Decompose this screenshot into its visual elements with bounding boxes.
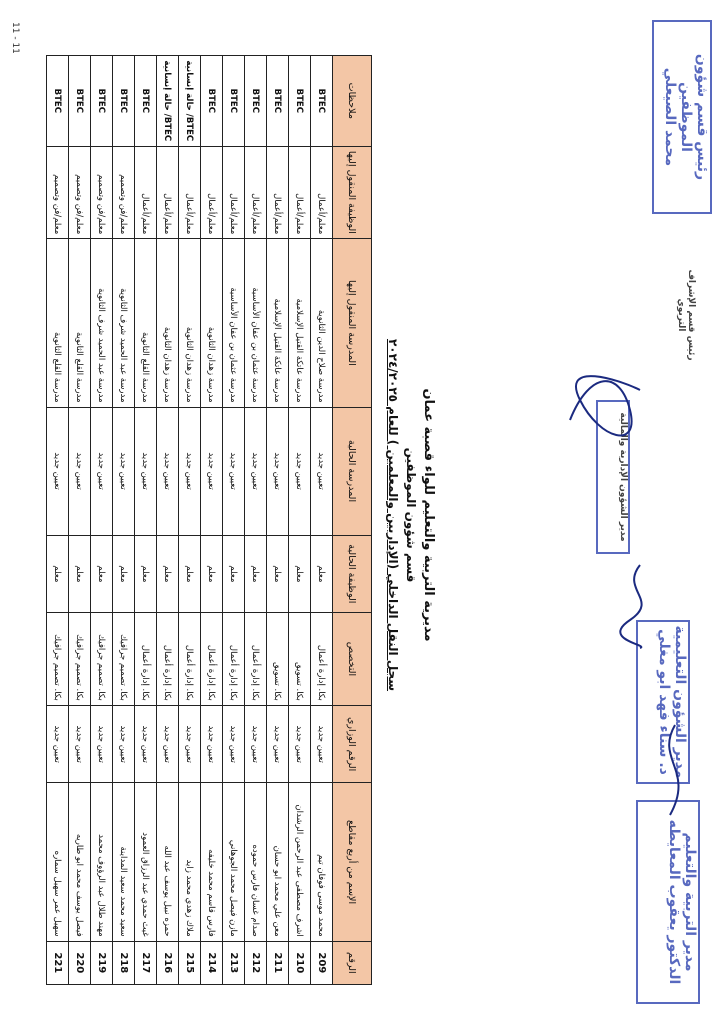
target-school-cell: مدرسة زهدان الثانوية [201,239,223,407]
page-number: 11 - 11 [10,22,20,54]
current-school-cell: تعيين جديد [201,407,223,535]
director-stamp [636,800,700,1004]
col-name: الإسم من أربع مقاطع [333,783,372,941]
current-job-cell: معلم [179,535,201,613]
target-school-cell: مدرسة زهدان الثانوية [157,239,179,407]
current-school-cell: تعيين جديد [135,407,157,535]
row-number-cell: 221 [47,941,69,984]
specialization-cell: بكا. إدارة أعمال [179,613,201,706]
supervision-head-title: رئيس قسم الإشراف التربوي [676,269,696,361]
employee-name-cell: سعيد محمد سعيد المداينة [113,783,135,941]
row-number-cell: 220 [69,941,91,984]
current-school-cell: تعيين جديد [179,407,201,535]
row-number-cell: 210 [289,941,311,984]
notes-cell: BTEC [245,56,267,147]
current-job-cell: معلم [47,535,69,613]
specialization-cell: بكا. تصميم جرافيك [69,613,91,706]
col-specialization: التخصص [333,613,372,706]
row-number-cell: 209 [311,941,333,984]
current-job-cell: معلم [135,535,157,613]
current-school-cell: تعيين جديد [47,407,69,535]
table-row [311,56,333,985]
transfer-table [46,55,372,985]
col-target-job: الوظيفة المنقول إليها [333,146,372,239]
row-number-cell: 216 [157,941,179,984]
target-school-cell: مدرسة القلع الثانوية [69,239,91,407]
target-school-cell: مدرسة عاتكة القتيل الإسلامية [289,239,311,407]
current-job-cell: معلم [157,535,179,613]
national-id-cell: تعيين جديد [135,705,157,783]
national-id-cell: تعيين جديد [245,705,267,783]
col-number: الرقم [333,941,372,984]
document-sheet [52,25,440,1005]
target-school-cell: مدرسة عبد الحميد شرف الثانوية [113,239,135,407]
specialization-cell: بكا. تسويق [267,613,289,706]
target-school-cell: مدرسة عبد الحميد شرف الثانوية [91,239,113,407]
employee-name-cell: اشرف مصطفى عبد الرحمن الرشدان [289,783,311,941]
target-school-cell: مدرسة زهدان الثانوية [179,239,201,407]
national-id-cell: تعيين جديد [113,705,135,783]
target-job-cell: معلم/فن وتصميم [91,146,113,239]
current-job-cell: معلم [289,535,311,613]
notes-cell: BTEC [135,56,157,147]
row-number-cell: 217 [135,941,157,984]
notes-cell: BTEC [223,56,245,147]
target-school-cell: مدرسة عثمان بن عفان الأساسية [245,239,267,407]
edu-affairs-name: د. سناء فهد ابو مغلي [656,629,672,775]
national-id-cell: تعيين جديد [311,705,333,783]
employee-name-cell: محمد موسى فوفان تيم [311,783,333,941]
specialization-cell: بكا. إدارة أعمال [223,613,245,706]
target-job-cell: معلم/فن وتصميم [113,146,135,239]
notes-cell: BTEC [311,56,333,147]
notes-cell: BTEC [201,56,223,147]
current-school-cell: تعيين جديد [157,407,179,535]
personnel-head-name: محمد الصيعلي [662,67,678,167]
table-row [157,56,179,985]
row-number-cell: 215 [179,941,201,984]
target-job-cell: معلم/أعمال [267,146,289,239]
table-row [245,56,267,985]
current-school-cell: تعيين جديد [91,407,113,535]
target-job-cell: معلم/أعمال [223,146,245,239]
specialization-cell: بكا. تصميم جرافيك [47,613,69,706]
national-id-cell: تعيين جديد [223,705,245,783]
target-job-cell: معلم/أعمال [311,146,333,239]
target-school-cell: مدرسة عاتكة القتيل الإسلامية [267,239,289,407]
col-notes: ملاحظات [333,56,372,147]
director-title: مدير التربية والتعليم [682,832,698,972]
notes-cell: BTEC/ حالة إنسانية [179,56,201,147]
target-school-cell: مدرسة القلع الثانوية [135,239,157,407]
row-number-cell: 218 [113,941,135,984]
target-job-cell: معلم/أعمال [289,146,311,239]
row-number-cell: 212 [245,941,267,984]
specialization-cell: بكا. إدارة أعمال [311,613,333,706]
supervision-head-stamp [676,260,696,370]
employee-name-cell: صدام غسان فارس حموده [245,783,267,941]
notes-cell: BTEC [289,56,311,147]
current-job-cell: معلم [311,535,333,613]
row-number-cell: 213 [223,941,245,984]
national-id-cell: تعيين جديد [157,705,179,783]
employee-name-cell: ملاك زهدي محمد زايد [179,783,201,941]
table-row [47,56,69,985]
table-row [69,56,91,985]
current-school-cell: تعيين جديد [69,407,91,535]
national-id-cell: تعيين جديد [91,705,113,783]
current-school-cell: تعيين جديد [113,407,135,535]
current-job-cell: معلم [245,535,267,613]
current-job-cell: معلم [223,535,245,613]
table-row [267,56,289,985]
national-id-cell: تعيين جديد [289,705,311,783]
table-row [201,56,223,985]
target-school-cell: مدرسة صلاح الدين الثانوية [311,239,333,407]
employee-name-cell: سهيل عمر سهيل سماره [47,783,69,941]
row-number-cell: 219 [91,941,113,984]
table-row [223,56,245,985]
target-school-cell: مدرسة القلع الثانوية [47,239,69,407]
row-number-cell: 214 [201,941,223,984]
edu-affairs-title: مدير الشؤون التعليمية [672,625,688,779]
col-current-job: الوظيفة الحالية [333,535,372,613]
table-row [113,56,135,985]
current-school-cell: تعيين جديد [245,407,267,535]
national-id-cell: تعيين جديد [69,705,91,783]
employee-name-cell: مهند طلال عبد الرؤوف محمد [91,783,113,941]
specialization-cell: بكا. تصميم جرافيك [91,613,113,706]
target-job-cell: معلم/أعمال [135,146,157,239]
table-header-row [333,56,372,985]
current-school-cell: تعيين جديد [311,407,333,535]
employee-name-cell: غيث حمدي عبد الرزاق العمود [135,783,157,941]
signature-mark-3 [650,720,700,820]
current-job-cell: معلم [113,535,135,613]
employee-name-cell: مازن فيصل محمد الجوهاني [223,783,245,941]
specialization-cell: بكا. تصميم جرافيك [113,613,135,706]
notes-cell: BTEC/ حالة إنسانية [157,56,179,147]
national-id-cell: تعيين جديد [201,705,223,783]
notes-cell: BTEC [91,56,113,147]
target-job-cell: معلم/أعمال [201,146,223,239]
target-job-cell: معلم/أعمال [245,146,267,239]
personnel-head-stamp [652,20,712,214]
table-row [135,56,157,985]
admin-director-title: مدير الشؤون الإدارية والمالية [618,412,628,542]
specialization-cell: بكا. إدارة أعمال [135,613,157,706]
directorate-title: مديرية التربية والتعليم للواء قصبة عمان [421,388,436,642]
table-row [289,56,311,985]
current-school-cell: تعيين جديد [267,407,289,535]
table-row [179,56,201,985]
department-title: قسم شؤون الموظفين [404,447,418,583]
current-job-cell: معلم [69,535,91,613]
document-header [362,25,440,1005]
signature-mark-1 [560,360,650,450]
employee-name-cell: فيصل يوسف محمد ابو طاريه [69,783,91,941]
notes-cell: BTEC [267,56,289,147]
employee-name-cell: معن علي محمد ابو حسان [267,783,289,941]
national-id-cell: تعيين جديد [179,705,201,783]
col-current-school: المدرسة الحالية [333,407,372,535]
target-school-cell: مدرسة عثمان بن عفان الأساسية [223,239,245,407]
col-national-id: الرقم الوزاري [333,705,372,783]
table-row [91,56,113,985]
personnel-head-title: رئيس قسم شؤون الموظفين [678,53,710,181]
target-job-cell: معلم/أعمال [179,146,201,239]
current-school-cell: تعيين جديد [289,407,311,535]
specialization-cell: بكا. تسويق [289,613,311,706]
signature-mark-2 [610,560,670,650]
director-name: الدكتور يعقوب المعايطه [666,819,682,985]
target-job-cell: معلم/فن وتصميم [69,146,91,239]
target-job-cell: معلم/فن وتصميم [47,146,69,239]
current-job-cell: معلم [267,535,289,613]
current-job-cell: معلم [201,535,223,613]
specialization-cell: بكا. إدارة أعمال [157,613,179,706]
notes-cell: BTEC [69,56,91,147]
employee-name-cell: فارس قاسم محمد خليفه [201,783,223,941]
table-body [47,56,333,985]
notes-cell: BTEC [47,56,69,147]
record-title: سجل النقل الداخلي (الإداريين والمعلمين ) للعام ٢٠٢٤/٢٠٢٥ [386,338,400,692]
employee-name-cell: حمزه نبيل يوسف عبد الله [157,783,179,941]
national-id-cell: تعيين جديد [267,705,289,783]
current-job-cell: معلم [91,535,113,613]
specialization-cell: بكا. إدارة أعمال [201,613,223,706]
col-target-school: المدرسة المنقول إليها [333,239,372,407]
national-id-cell: تعيين جديد [47,705,69,783]
row-number-cell: 211 [267,941,289,984]
current-school-cell: تعيين جديد [223,407,245,535]
target-job-cell: معلم/أعمال [157,146,179,239]
notes-cell: BTEC [113,56,135,147]
specialization-cell: بكا. إدارة أعمال [245,613,267,706]
